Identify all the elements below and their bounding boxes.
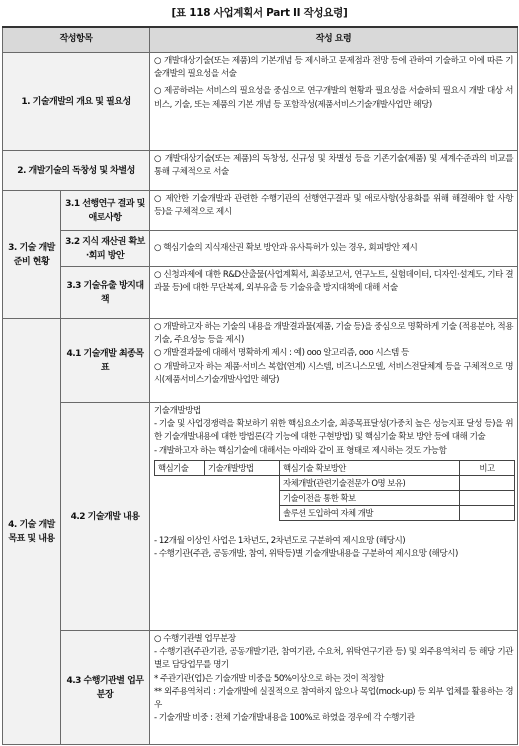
subcategory-cell: 3.2 지식 재산권 확보·회피 방안 bbox=[61, 231, 150, 267]
inner-header-cell: 비고 bbox=[460, 460, 515, 475]
table-row bbox=[3, 151, 518, 191]
subcategory-cell: 4.1 기술개발 최종목표 bbox=[61, 319, 150, 403]
table-caption: [표 118 사업계획서 Part II 작성요령] bbox=[171, 7, 348, 19]
category-cell: 2. 개발기술의 독창성 및 차별성 bbox=[3, 151, 150, 191]
inner-header-cell: 기술개발방법 bbox=[205, 460, 280, 475]
inner-cell bbox=[460, 490, 515, 505]
inner-header-cell: 핵심기술 bbox=[155, 460, 205, 475]
inner-cell bbox=[460, 475, 515, 490]
table-row bbox=[3, 319, 518, 403]
category-cell: 3. 기술 개발 준비 현황 bbox=[3, 191, 61, 319]
inner-empty bbox=[155, 505, 205, 520]
guide-line: ○ 핵심기술의 지식재산권 확보 방안과 유사특허가 있는 경우, 회피방안 제시 bbox=[154, 242, 418, 253]
header-guide: 작성 요령 bbox=[150, 27, 518, 53]
guide-line: 기술개발방법 bbox=[154, 406, 201, 416]
guide-line: ○ 개발결과물에 대해서 명확하게 제시 : 예) ooo 알고리즘, ooo 시스템 등 bbox=[154, 348, 409, 359]
guide-cell bbox=[150, 151, 518, 191]
table-row bbox=[3, 53, 518, 151]
category-cell: 4. 기술 개발 목표 및 내용 bbox=[3, 319, 61, 745]
subcategory-cell: 4.3 수행기관별 업무분장 bbox=[61, 631, 150, 745]
inner-row bbox=[155, 475, 515, 490]
guide-line: - 기술개발 비중 : 전체 기술개발내용을 100%로 하였을 경우에 각 수행기관 bbox=[154, 713, 415, 724]
guide-line: - 기술 및 사업경쟁력을 확보하기 위한 핵심요소기술, 최종목표달성(가중치 높은 성능지표 달성 등)을 위한 기술개발내용에 대한 방법론(각 기능에 대한 구현방법) 및 핵심기술 확보 방안 등에 대해 기술 bbox=[154, 419, 513, 443]
inner-empty bbox=[155, 490, 205, 505]
guide-cell bbox=[150, 231, 518, 267]
table-row bbox=[3, 191, 518, 231]
guide-line: ○ 제공하려는 서비스의 필요성을 중심으로 연구개발의 현황과 필요성을 서술하되 필요시 개발 대상 서비스, 기술, 또는 제품의 기본 개념 등 포함작성(제품서비스기술개발사업만 해당) bbox=[154, 86, 513, 110]
guide-line: - 12개월 이상인 사업은 1차년도, 2차년도로 구분하여 제시요망 (해당시) bbox=[154, 535, 406, 546]
guide-line: ○ 제안한 기술개발과 관련한 수행기관의 선행연구결과 및 애로사항(상용화를 위해 해결해야 할 사항 등)을 구체적으로 제시 bbox=[154, 194, 513, 218]
table-row bbox=[3, 631, 518, 745]
table-row bbox=[3, 267, 518, 319]
guide-cell bbox=[150, 403, 518, 631]
inner-row bbox=[155, 490, 515, 505]
guide-cell bbox=[150, 191, 518, 231]
subcategory-cell: 3.3 기술유출 방지대책 bbox=[61, 267, 150, 319]
guide-line: ○ 신청과제에 대한 R&D산출물(사업계획서, 최종보고서, 연구노트, 실험데이터, 디자인·설계도, 기타 결과물 등)에 대한 무단복제, 외부유출 등 기술유출 방지대책에 대해 서술 bbox=[154, 270, 513, 294]
guide-line: - 개발하고자 하는 핵심기술에 대해서는 아래와 같이 표 형태로 제시하는 것도 가능함 bbox=[154, 445, 447, 456]
inner-row bbox=[155, 505, 515, 520]
guide-line: - 수행기관(주관, 공동개발, 참여, 위탁등)별 기술개발내용을 구분하여 제시요망 (해당시) bbox=[154, 549, 458, 560]
inner-cell bbox=[460, 505, 515, 520]
inner-header-cell: 핵심기술 확보방안 bbox=[280, 460, 460, 475]
table-row bbox=[3, 403, 518, 631]
guide-line: ○ 개발하고자 하는 기술의 내용을 개발결과물(제품, 기술 등)을 중심으로 명확하게 기술 (적용분야, 적용기술, 주요성능 등을 제시) bbox=[154, 322, 513, 346]
guide-cell bbox=[150, 267, 518, 319]
inner-header-row bbox=[155, 460, 515, 475]
guide-line: - 수행기관(주관기관, 공동개발기관, 참여기관, 수요처, 위탁연구기관 등) 및 외주용역처리 등 해당 기관별로 담당업무를 명기 bbox=[154, 647, 513, 671]
category-cell: 1. 기술개발의 개요 및 필요성 bbox=[3, 53, 150, 151]
guide-line: * 주관기관(업)은 기술개발 비중을 50%이상으로 하는 것이 적정함 bbox=[154, 673, 384, 684]
inner-empty bbox=[205, 505, 280, 520]
guide-table bbox=[2, 26, 518, 745]
inner-cell: 기술이전을 통한 확보 bbox=[280, 490, 460, 505]
guide-line: ○ 개발대상기술(또는 제품)의 독창성, 신규성 및 차별성 등을 기존기술(제품) 및 세계수준과의 비교를 통해 구체적으로 서술 bbox=[154, 154, 513, 178]
inner-empty bbox=[205, 490, 280, 505]
guide-line: ○ 수행기관별 업무분장 bbox=[154, 634, 236, 644]
guide-line: ** 외주용역처리 : 기술개발에 실질적으로 참여하지 않으나 목업(mock-up) 등 외부 업체를 활용하는 경우 bbox=[154, 686, 513, 711]
header-item: 작성항목 bbox=[3, 27, 150, 53]
guide-cell bbox=[150, 53, 518, 151]
core-tech-table bbox=[154, 460, 515, 521]
inner-cell: 자체개발(관련기술전문가 O명 보유) bbox=[280, 475, 460, 490]
table-row bbox=[3, 231, 518, 267]
inner-empty bbox=[205, 475, 280, 490]
inner-empty bbox=[155, 475, 205, 490]
subcategory-cell: 3.1 선행연구 결과 및 애로사항 bbox=[61, 191, 150, 231]
subcategory-cell: 4.2 기술개발 내용 bbox=[61, 403, 150, 631]
guide-cell bbox=[150, 631, 518, 745]
guide-line: ○ 개발대상기술(또는 제품)의 기본개념 등 제시하고 문제점과 전망 등에 관하여 기술하고 이에 따른 기술개발의 필요성을 서술 bbox=[154, 56, 513, 80]
guide-cell bbox=[150, 319, 518, 403]
guide-line: ○ 개발하고자 하는 제품·서비스 복합(연계) 시스템, 비즈니스모델, 서비스전달체계 등을 구체적으로 명시(제품서비스기술개발사업만 해당) bbox=[154, 361, 513, 385]
inner-cell: 솔루션 도입하여 자체 개발 bbox=[280, 505, 460, 520]
header-row bbox=[3, 27, 518, 53]
